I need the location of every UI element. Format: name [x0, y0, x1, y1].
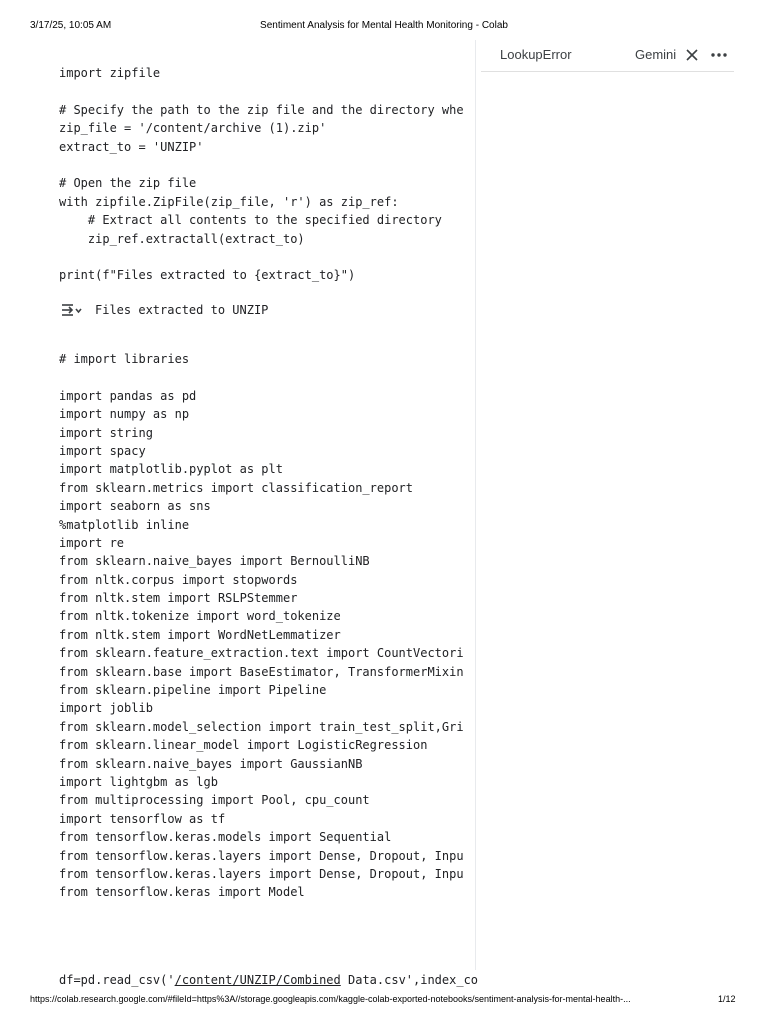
code-text: df=pd.read_csv(' — [59, 973, 175, 987]
side-panel-title: LookupError — [500, 47, 572, 62]
code-line: # Specify the path to the zip file and the directory whe — [59, 102, 464, 117]
code-line: from sklearn.pipeline import Pipeline — [59, 683, 327, 698]
code-line: from sklearn.model_selection import train_test_split,Gri — [59, 719, 464, 734]
code-line: from nltk.stem import RSLPStemmer — [59, 591, 298, 606]
code-line: from nltk.tokenize import word_tokenize — [59, 609, 341, 624]
code-cell-imports[interactable] — [59, 350, 464, 902]
code-text: Data.csv',index_co — [340, 973, 479, 987]
print-header — [0, 0, 768, 40]
side-panel-header — [481, 40, 734, 72]
code-line: with zipfile.ZipFile(zip_file, 'r') as zip_ref: — [59, 194, 399, 209]
code-line: import seaborn as sns — [59, 499, 211, 514]
cell-output-unzip — [59, 300, 268, 320]
print-page-title: Sentiment Analysis for Mental Health Monitoring - Colab — [260, 20, 508, 31]
close-icon[interactable] — [683, 46, 701, 64]
code-line: # import libraries — [59, 352, 190, 366]
gemini-button[interactable]: Gemini — [635, 47, 677, 62]
code-cell-read-csv[interactable] — [59, 971, 478, 989]
code-line: from sklearn.naive_bayes import GaussianNB — [59, 756, 363, 771]
code-line: from nltk.stem import WordNetLemmatizer — [59, 627, 341, 642]
code-line: zip_ref.extractall(extract_to) — [59, 231, 305, 246]
code-line: from tensorflow.keras.models import Sequential — [59, 830, 392, 845]
code-line: import numpy as np — [59, 407, 190, 422]
code-line: from sklearn.feature_extraction.text import CountVectori — [59, 646, 464, 661]
code-line — [59, 82, 464, 100]
code-line: from sklearn.base import BaseEstimator, TransformerMixin — [59, 664, 464, 679]
code-line: %matplotlib inline — [59, 517, 190, 532]
code-line: import pandas as pd — [59, 388, 197, 403]
code-line: from nltk.corpus import stopwords — [59, 572, 298, 587]
code-line: from sklearn.metrics import classification_report — [59, 480, 414, 495]
code-line: from tensorflow.keras.layers import Dense, Dropout, Inpu — [59, 848, 464, 863]
code-line: from tensorflow.keras import Model — [59, 885, 305, 900]
code-line: import tensorflow as tf — [59, 811, 226, 826]
code-line: import zipfile — [59, 66, 161, 80]
print-footer — [0, 990, 768, 1010]
output-text: Files extracted to UNZIP — [95, 303, 269, 317]
code-line: import joblib — [59, 701, 153, 716]
code-line: from sklearn.naive_bayes import BernoulliNB — [59, 554, 370, 569]
print-url: https://colab.research.google.com/#fileId=https%3A//storage.googleapis.com/kaggle-colab-exported-notebooks/sentiment-analysis-for-mental-health-... — [30, 994, 631, 1004]
code-line: # Extract all contents to the specified directory — [59, 213, 442, 228]
code-line — [59, 248, 464, 266]
code-line — [59, 368, 464, 386]
code-line: import lightgbm as lgb — [59, 774, 218, 789]
code-line: import spacy — [59, 443, 146, 458]
code-line: import re — [59, 535, 125, 550]
code-line — [59, 156, 464, 174]
file-path-link[interactable]: /content/UNZIP/Combined — [174, 973, 341, 987]
code-line: zip_file = '/content/archive (1).zip' — [59, 121, 327, 136]
code-line: from sklearn.linear_model import LogisticRegression — [59, 738, 428, 753]
code-line: extract_to = 'UNZIP' — [59, 139, 204, 154]
notebook-content — [0, 40, 479, 987]
more-horizontal-icon[interactable] — [708, 46, 730, 64]
side-panel — [476, 40, 768, 970]
code-line: from multiprocessing import Pool, cpu_count — [59, 793, 370, 808]
print-datetime: 3/17/25, 10:05 AM — [30, 20, 112, 31]
output-toggle-icon[interactable] — [59, 301, 83, 319]
page-number: 1/12 — [718, 994, 736, 1004]
code-line: print(f"Files extracted to {extract_to}") — [59, 268, 356, 283]
code-line: # Open the zip file — [59, 176, 197, 191]
code-line: import string — [59, 425, 153, 440]
code-cell-unzip[interactable] — [59, 64, 464, 285]
code-line: import matplotlib.pyplot as plt — [59, 462, 283, 477]
code-line: from tensorflow.keras.layers import Dense, Dropout, Inpu — [59, 866, 464, 881]
